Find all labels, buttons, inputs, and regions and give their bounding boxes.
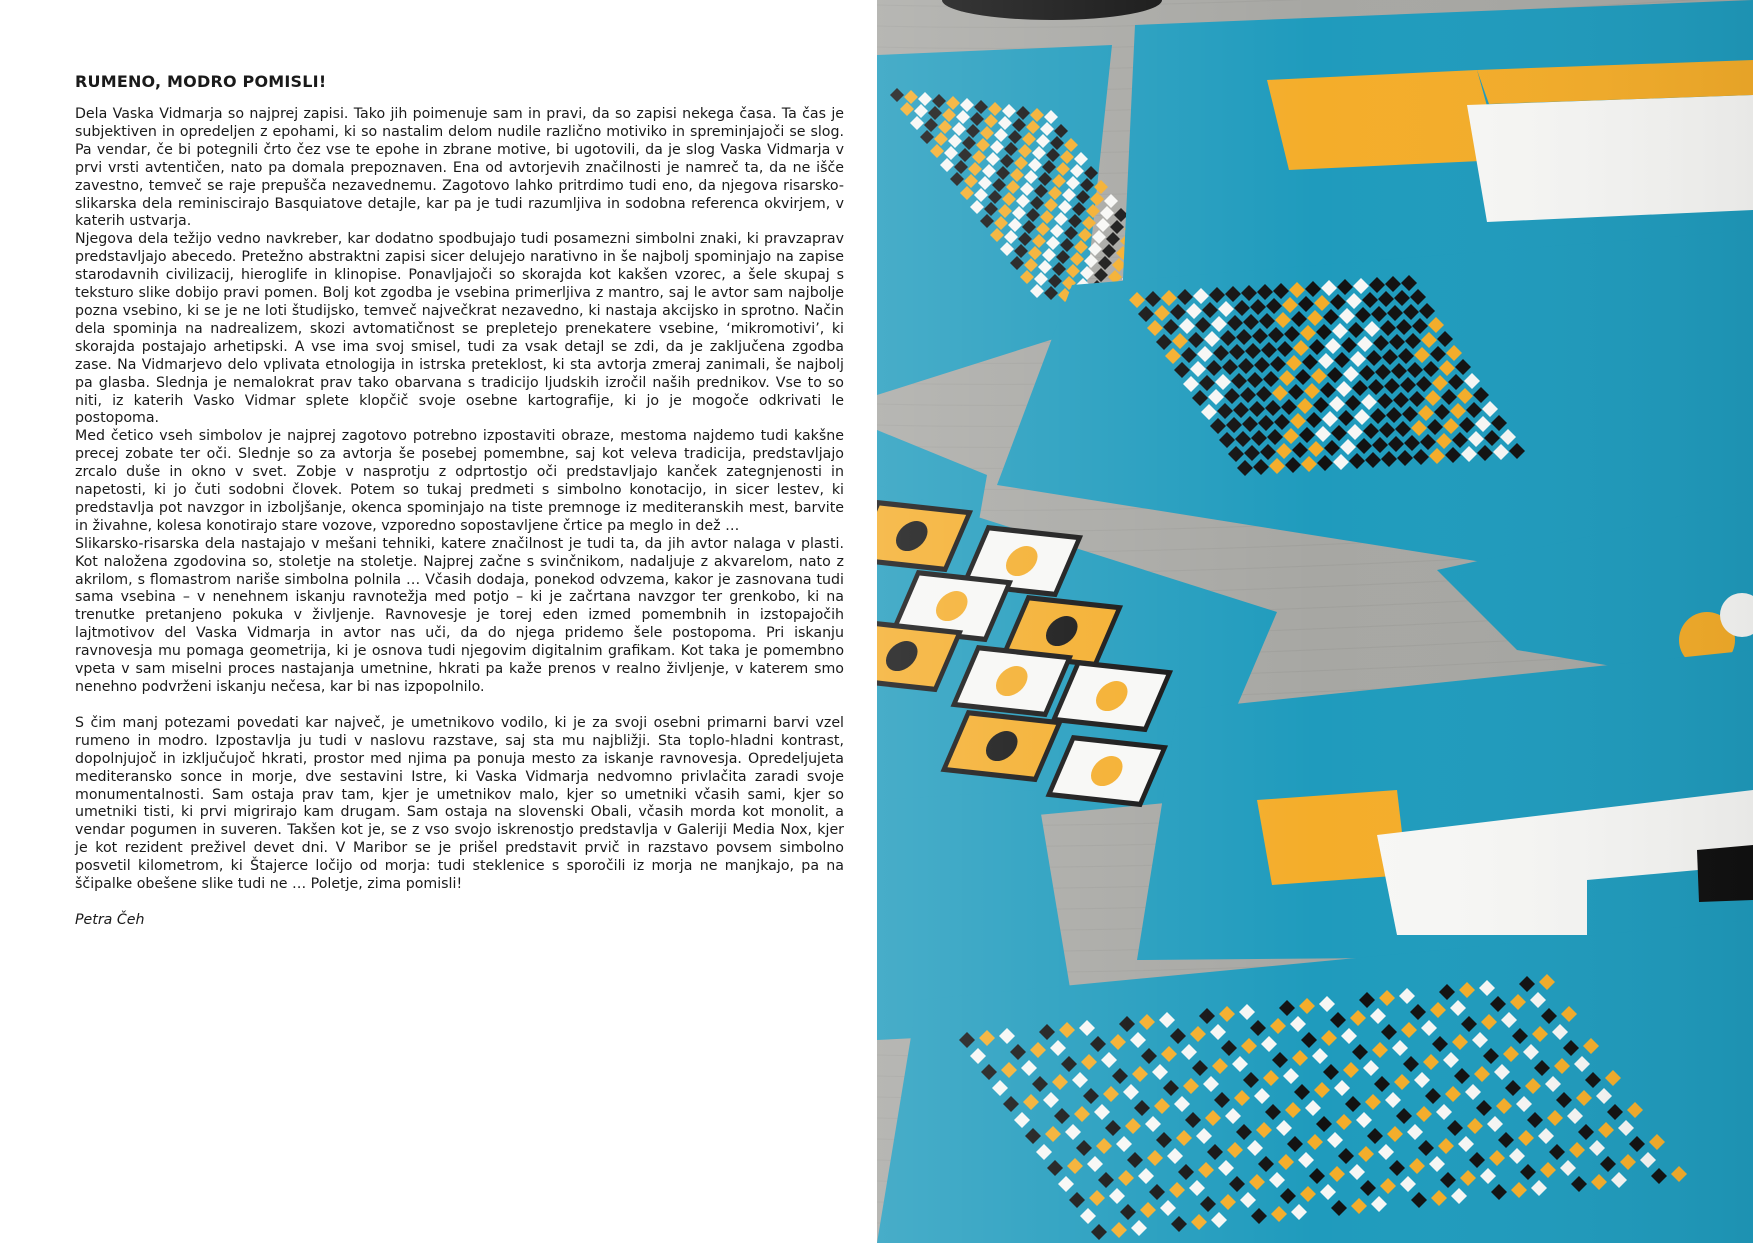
article-title: RUMENO, MODRO POMISLI! (75, 72, 327, 91)
artwork-photo-svg (877, 0, 1753, 1243)
depth-overlay (877, 0, 1753, 1243)
artwork-photo (877, 0, 1753, 1243)
paragraph-5: S čim manj potezami povedati kar največ, je umetnikovo vodilo, ki je za svoji osebni primarni barvi vzel rumeno in modro. Izpostavlja ju tudi v naslovu razstave, saj sta mu najbližji. Sta toplo-hladni kontrast, dopolnjujoč in izključujoč hkrati, prostor med njima pa ponuja mesto za iskanje ravnovesja. Opredeljujeta mediteransko sonce in morje, dve sestavini Istre, ki Vaska Vidmarja nedvomno privlačita zaradi svoje monumentalnosti. Sam ostaja prav tam, kjer je umetnikov malo, kjer so umetniki včasih sami, kjer so umetniki tisti, ki prvi migrirajo kam drugam. Sam ostaja na slovenski Obali, včasih morda kot monolit, a vendar pogumen in suveren. Takšen kot je, se z vso svojo iskrenostjo predstavlja v Galeriji Media Nox, kjer je kot rezident preživel devet dni. V Maribor se je prišel predstavit prvič in razstavo povsem simbolno posvetil kilometrom, ki Štajerce ločijo od morja: tudi steklenice s sporočili iz morja ne manjkajo, pa na ščipalke obešene slike tudi ne … Poletje, zima pomisli! (75, 714, 844, 893)
article-body (75, 106, 844, 894)
author-signature: Petra Čeh (75, 911, 145, 928)
paragraph-2: Njegova dela težijo vedno navkreber, kar dodatno spodbujajo tudi posamezni simbolni znaki, ki pravzaprav predstavljajo abecedo. Pretežno abstraktni zapisi sicer delujejo narativno in še najbolj spominjajo na zapise starodavnih civilizacij, hieroglife in klinopise. Ponavljajoči so skorajda kot kakšen vzorec, a šele skupaj s teksturo slike dobijo pravi pomen. Bolj kot zgodba je vsebina primerljiva z mantro, saj le avtor sam najbolje pozna vsebino, ki se je ne loti študijsko, temveč največkrat nezavedno, ki nastaja akcijsko in sprotno. Način dela spominja na nadrealizem, skozi avtomatičnost se prepletejo prenekatere vsebine, ‘mikromotivi’, ki skorajda postajajo arhetipski. A vse ima svoj smisel, tudi za vsak detajl se zdi, da je zaključena zgodba zase. Na Vidmarjevo delo vplivata etnologija in istrska preteklost, ki sta avtorja zmeraj zanimali, še najbolj pa glasba. Slednja je nemalokrat prav tako obarvana s tradicijo ljudskih izročil naših prednikov. Vse to so niti, iz katerih Vasko Vidmar splete klopčič svoje osebne kartografije, ki jo je mogoče odkrivati le postopoma. (75, 231, 844, 427)
paragraph-3: Med četico vseh simbolov je najprej zagotovo potrebno izpostaviti obraze, mestoma najdemo tudi kakšne precej zobate ter oči. Slednje so za avtorja še posebej pomembne, saj kot veleva tradicija, predstavljajo zrcalo duše in okno v svet. Zobje v nasprotju z odprtostjo oči predstavljajo kanček zategnjenosti in napetosti, ki jo čuti sodobni človek. Potem so tukaj predmeti s simbolno konotacijo, in sicer lestev, ki predstavlja pot navzgor in izboljšanje, okenca spominjajo na tiste premnoge iz mediteranskih mest, barvite in živahne, kolesa konotirajo stare vozove, vzporedno sopostavljene črtice pa meglo in dež … (75, 428, 844, 534)
paragraph-1: Dela Vaska Vidmarja so najprej zapisi. Tako jih poimenuje sam in pravi, da so zapisi nekega časa. Ta čas je subjektiven in opredeljen z epohami, ki so nastalim delom nudile različno motiviko in spreminjajoči se slog. Pa vendar, če bi potegnili črto čez vse te epohe in zbrane motive, bi ugotovili, da je slog Vaska Vidmarja v prvi vrsti avtentičen, nato pa domala prepoznaven. Ena od avtorjevih značilnosti je namreč ta, da ne išče zavestno, temveč se raje prepušča nezavednemu. Zagotovo lahko pritrdimo tudi eno, da njegova risarsko-slikarska dela reminiscirajo Basquiatove detajle, kar pa je tudi razumljiva in sodobna referenca okvirjem, v katerih ustvarja. (75, 106, 844, 230)
article (75, 72, 844, 928)
paragraph-4: Slikarsko-risarska dela nastajajo v mešani tehniki, katere značilnost je tudi ta, da jih avtor nalaga v plasti. Kot naložena zgodovina so, stoletje na stoletje. Najprej začne s svinčnikom, nadaljuje z akvarelom, nato z akrilom, s flomastrom nariše simbolna polnila … Včasih dodaja, ponekod odvzema, kakor je zasnovana tudi sama vsebina – v nenehnem iskanju ravnotežja med potjo – ki je začrtana navzgor ter grenkobo, ki na trenutke pretanjeno pokuka v življenje. Ravnovesje je torej eden izmed pomembnih in izstopajočih lajtmotivov del Vaska Vidmarja in avtor nas uči, da do njega pridemo šele postopoma. Pri iskanju ravnovesja mu pomaga geometrija, ki je osnova tudi njegovim digitalnim grafikam. Kot taka je pomembno vpeta v sam miselni proces nastajanja umetnine, hkrati pa kaže prenos v realno življenje, v katerem smo nenehno podvrženi iskanju nečesa, kar bi nas izpopolnilo. (75, 535, 844, 695)
